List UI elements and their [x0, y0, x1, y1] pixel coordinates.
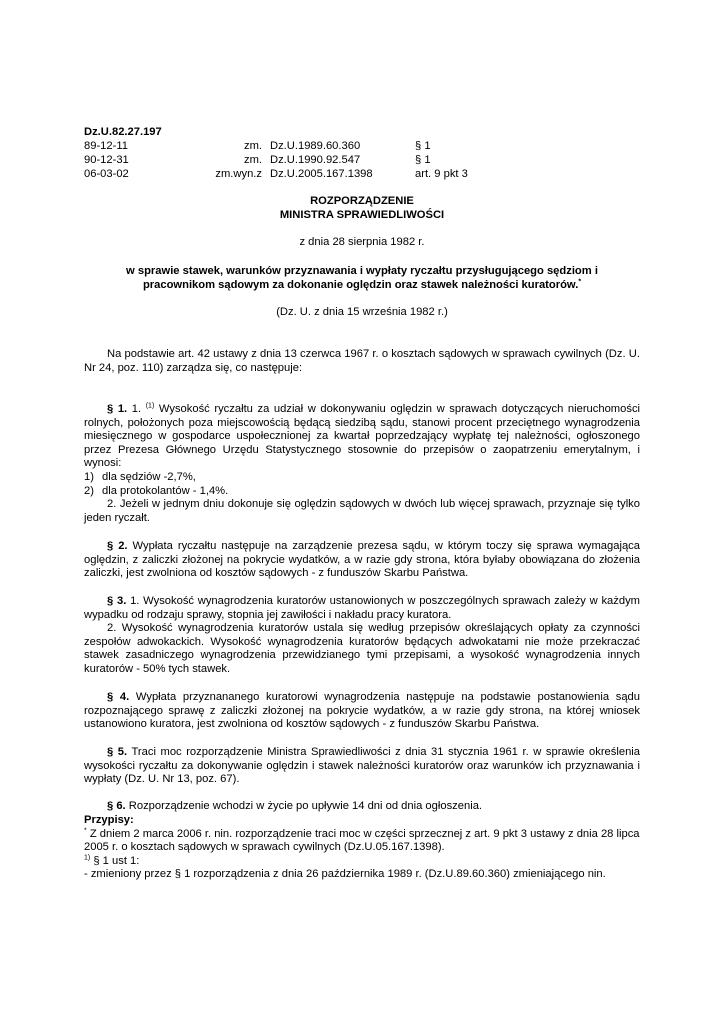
publication-info: (Dz. U. z dnia 15 września 1982 r.): [276, 306, 448, 318]
section-2-text: Wypłata ryczałtu następuje na zarządzenie prezesa sądu, w którym toczy się sprawa wymagająca oględzin, z zaliczki złożonej na pokrycie wydatków, a w razie gdy strona, która byłaby obowiązana do złożenia zaliczki, jest zwolniona od kosztów sądowych - z funduszów Skarbu Państwa.: [84, 540, 641, 580]
footnote-mark: 1): [84, 854, 91, 862]
amendment-ref: Dz.U.2005.167.1398: [270, 168, 373, 180]
section-4: [84, 691, 640, 732]
amendment-date: 06-03-02: [84, 168, 129, 180]
document-date: z dnia 28 sierpnia 1982 r.: [299, 236, 425, 248]
footnotes-heading: Przypisy:: [84, 814, 134, 826]
section-label: § 4.: [107, 691, 130, 703]
section-label: § 1.: [107, 403, 128, 415]
section-3-paragraph-1: 1. Wysokość wynagrodzenia kuratorów ustanowionych w poszczególnych sprawach zależy w każdym wypadku od rodzaju sprawy, stopnia jej zawiłości i nakładu pracy kuratora.: [84, 595, 640, 621]
section-label: § 6.: [107, 800, 126, 812]
amendment-date: 89-12-11: [84, 140, 128, 152]
section-label: § 5.: [107, 746, 128, 758]
amendment-row: [84, 168, 504, 182]
preamble: Na podstawie art. 42 ustawy z dnia 13 czerwca 1967 r. o kosztach sądowych w sprawach cywilnych (Dz. U. Nr 24, poz. 110) zarządza się, co następuje:: [84, 348, 640, 374]
footnote-2-text: - zmieniony przez § 1 rozporządzenia z dnia 26 października 1989 r. (Dz.U.89.60.360) zmieniającego nin.: [84, 868, 606, 881]
amendment-type: zm.: [243, 154, 262, 166]
paragraph-number: 1.: [131, 403, 142, 415]
section-3-paragraph-2: 2. Wysokość wynagrodzenia kuratorów ustala się według przepisów określających opłaty za czynności zespołów adwokackich. Wysokość wynagrodzenia kuratorów będących adwokatami nie może przekraczać stawek zasadniczego wynagrodzenia przewidzianego tymi przepisami, a wysokość wynagrodzenia innych kuratorów - 50% tych stawek.: [84, 622, 640, 675]
amendment-row: [84, 140, 504, 154]
footnote-1-text: Z dniem 2 marca 2006 r. nin. rozporządzenie traci moc w części sprzecznej z art. 9 pkt 3 ustawy z dnia 28 lipca 2005 r. o kosztach sądowych w sprawach cywilnych (Dz.U.05.167.1398).: [84, 827, 640, 854]
list-item: [84, 471, 640, 485]
section-5-text: Traci moc rozporządzenie Ministra Sprawiedliwości z dnia 31 stycznia 1961 r. w sprawie określenia wysokości ryczałtu za dokonywanie oględzin i stawek należności kuratorów oraz warunków ich przyznawania i wypłaty (Dz. U. Nr 13, poz. 67).: [84, 746, 641, 786]
title-line-1: ROZPORZĄDZENIE: [310, 195, 414, 207]
section-label: § 2.: [107, 540, 128, 552]
section-6: [84, 800, 640, 814]
amendment-type: zm.: [243, 140, 262, 152]
subject-text: w sprawie stawek, warunków przyznawania i wypłaty ryczałtu przysługującego sędziom i pracownikom sądowym za dokonanie oględzin oraz stawek należności kuratorów.: [126, 265, 598, 291]
section-4-text: Wypłata przyznananego kuratorowi wynagrodzenia następuje na podstawie postanowienia sądu rozpoznającego sprawę z zaliczki złożonej na pokrycie wydatków, a w razie gdy strona, na której wniosek ustanowiono kuratora, jest zwolniona od kosztów sądowych - z funduszów Skarbu Państwa.: [84, 691, 640, 731]
list-item-text: dla protokolantów - 1,4%.: [102, 484, 229, 497]
section-1: [84, 403, 640, 525]
amendment-ref: Dz.U.1989.60.360: [270, 140, 361, 152]
section-1-paragraph-1: Wysokość ryczałtu za udział w dokonywaniu oględzin w sprawach dotyczących nieruchomości rolnych, położonych poza miejscowością będącą siedzibą sądu, stanowi procent przeciętnego wynagrodzenia miesięcznego w gospodarce uspołecznionej za kwartał poprzedzający wypłatę tej należności, ogłoszonego przez Prezesa Głównego Urzędu Statystycznego stosownie do przepisów o zaopatrzeniu emerytalnym, i wynosi:: [84, 403, 641, 470]
amendment-row: [84, 154, 504, 168]
amendment-date: 90-12-31: [84, 154, 129, 166]
footnote-2-ref: § 1 ust 1:: [93, 854, 140, 867]
subject-footnote-mark[interactable]: *: [578, 277, 582, 285]
amendment-section: § 1: [415, 154, 431, 166]
amendment-ref: Dz.U.1990.92.547: [270, 154, 361, 166]
section-2: [84, 540, 640, 581]
document-code: Dz.U.82.27.197: [84, 126, 162, 138]
section-label: § 3.: [107, 595, 127, 607]
section-3: [84, 595, 640, 677]
section-1-paragraph-2: 2. Jeżeli w jednym dniu dokonuje się oględzin sądowych w dwóch lub więcej sprawach, przyznaje się tylko jeden ryczałt.: [84, 498, 640, 524]
list-item-number: 2): [84, 484, 94, 497]
section-6-text: Rozporządzenie wchodzi w życie po upływie 14 dni od dnia ogłoszenia.: [128, 800, 483, 812]
list-item: [84, 485, 640, 499]
footnote-mark: *: [84, 826, 87, 834]
amendment-section: § 1: [415, 140, 431, 152]
amendment-section: art. 9 pkt 3: [415, 168, 468, 180]
list-item-text: dla sędziów -2,7%,: [102, 470, 196, 483]
title-line-2: MINISTRA SPRAWIEDLIWOŚCI: [279, 209, 445, 221]
list-item-number: 1): [84, 470, 94, 483]
amendment-type: zm.wyn.z: [215, 168, 262, 180]
section-5: [84, 746, 640, 787]
document-subject: [102, 265, 622, 292]
footnote-mark[interactable]: (1): [145, 402, 155, 410]
footnotes: [84, 814, 640, 882]
